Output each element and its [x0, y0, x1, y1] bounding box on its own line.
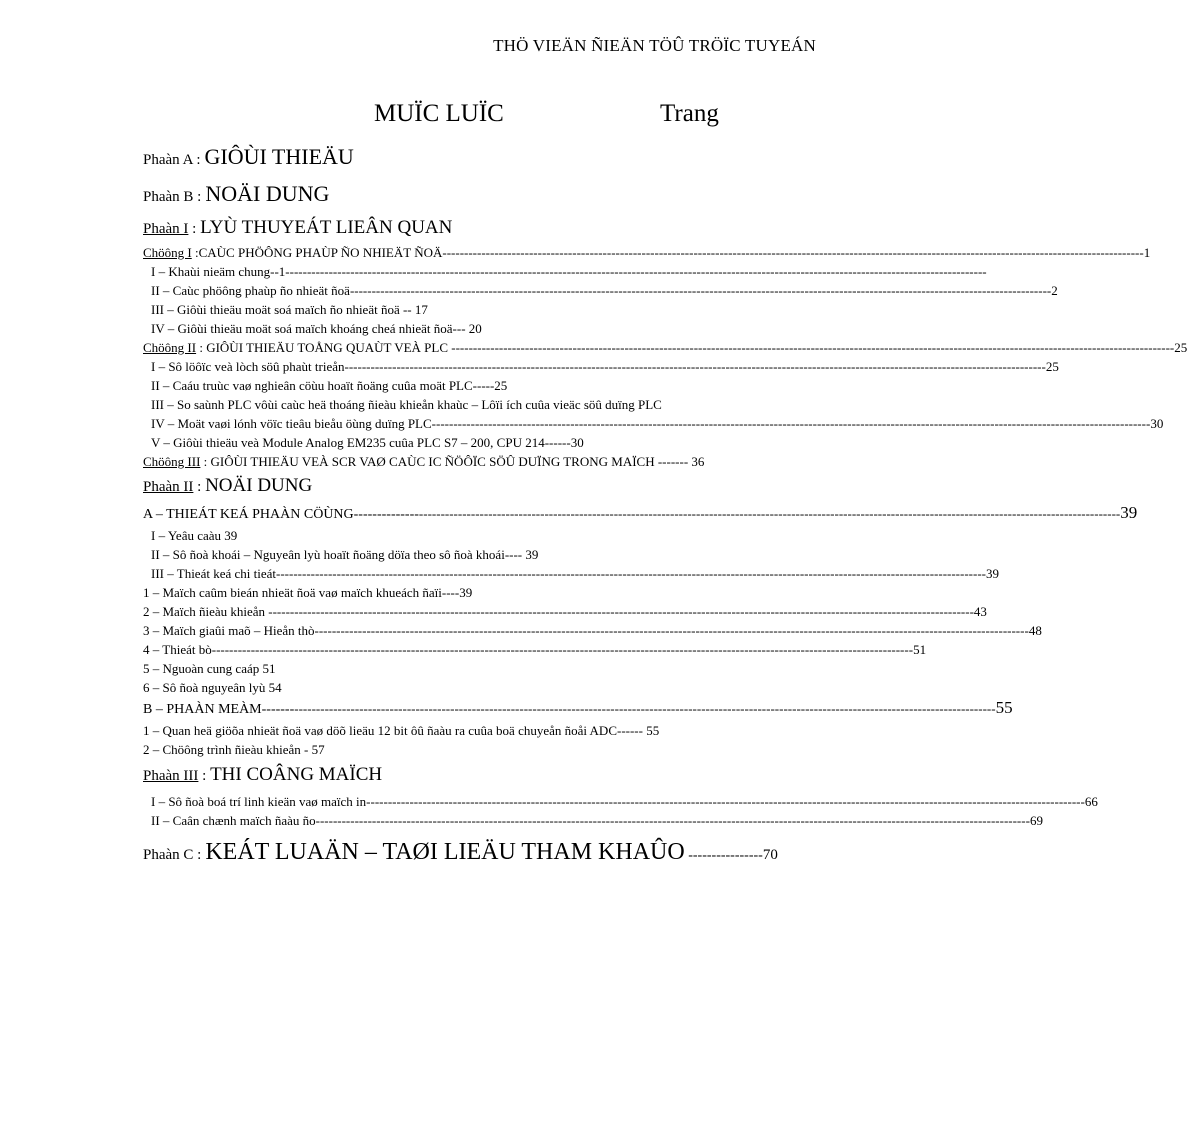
toc-page-number: 25	[1045, 359, 1059, 374]
chapter-title: : GIÔÙI THIEÄU VEÀ SCR VAØ CAÙC IC ÑÖÔÏC SÖÛ DUÏNG TRONG MAÏCH ------- 36	[200, 454, 705, 469]
chapter-prefix: Chöông III	[143, 454, 201, 469]
toc-entry	[143, 602, 987, 621]
part-title: KEÁT LUAÄN – TAØI LIEÄU THAM KHAÛO	[205, 839, 685, 865]
toc-page-number: 55	[995, 698, 1013, 717]
dot-leader: ------------------------------------------------------------------------------------------------------------------------------------------------------------------	[211, 642, 914, 657]
toc-entry	[143, 414, 1164, 433]
toc-page-number: 39	[986, 566, 999, 581]
toc-entry-text: 2 – Chöông trình ñieàu khieån - 57	[143, 742, 325, 757]
toc-entry-section-b	[143, 697, 1013, 721]
page-title: MUÏC LUÏC	[374, 100, 504, 127]
page-header: THÖ VIEÄN ÑIEÄN TÖÛ TRÖÏC TUYEÁN	[493, 36, 816, 55]
toc-entry-text: A – THIEÁT KEÁ PHAÀN CÖÙNG--------------	[143, 507, 419, 522]
part-prefix: Phaàn III	[143, 768, 199, 784]
toc-page-number: 51	[913, 642, 927, 657]
toc-entry-text: III – Giôùi thieäu moät soá maïch ño nhieät ñoä -- 17	[151, 302, 428, 317]
toc-page-number: 2	[1051, 283, 1058, 298]
dot-leader: ------------------------------------------------------------------------------------------------------------------------------------------------------------------	[272, 604, 974, 619]
part-title: GIÔÙI THIEÄU	[204, 144, 354, 169]
toc-entry-section-a	[143, 502, 1138, 526]
toc-entry-text: I – Sô löôïc veà lòch söû phaùt trieån	[151, 359, 345, 374]
toc-entry-text	[143, 243, 442, 262]
chapter-title: :CAÙC PHÖÔNG PHAÙP ÑO NHIEÄT ÑOÄ	[191, 245, 443, 260]
table-of-contents	[143, 140, 1187, 874]
chapter-prefix: Chöông I	[143, 245, 192, 260]
title-row	[0, 100, 816, 134]
part-ii-heading	[143, 471, 743, 502]
toc-entry-text	[143, 338, 473, 357]
toc-entry	[143, 792, 1098, 811]
part-i-heading	[143, 214, 743, 243]
chapter-title: : GIÔÙI THIEÄU TOÅNG QUAÙT VEÀ PLC -----	[196, 340, 473, 355]
part-separator: :	[198, 768, 211, 784]
part-prefix: Phaàn B :	[143, 189, 202, 205]
toc-entry	[143, 659, 743, 678]
dot-leader: ------------------------------------------------------------------------------------------------------------------------------------------------------------------	[349, 283, 1052, 298]
toc-entry	[143, 433, 743, 452]
toc-entry-text: I – Yeâu caàu 39	[151, 528, 238, 543]
toc-entry-text: B – PHAÀN MEÀM-------	[143, 702, 295, 717]
toc-entry-text: II – Caáu truùc vaø nghieân cöùu hoaït ñoäng cuûa moät PLC-----25	[151, 378, 508, 393]
part-c-heading	[143, 834, 778, 874]
toc-entry	[143, 740, 743, 759]
part-title: THI COÂNG MAÏCH	[210, 764, 383, 785]
toc-entry-text: II – Sô ñoà khoái – Nguyeân lyù hoaït ñoäng döïa theo sô ñoà khoái---- 39	[151, 547, 539, 562]
toc-entry-chapter-3	[143, 452, 743, 471]
part-title: NOÄI DUNG	[205, 475, 313, 496]
toc-page-number: 25	[1174, 340, 1187, 355]
toc-entry-text: 1 – Quan heä giöõa nhieät ñoä vaø döõ lieäu 12 bit ôû ñaàu ra cuûa boä chuyeån ñoåi ADC------ 55	[143, 723, 660, 738]
dot-leader: ------------------------------------------------------------------------------------------------------------------------------------------------------------------	[472, 340, 1175, 355]
toc-page-number: 48	[1028, 623, 1042, 638]
toc-entry-text: I – Sô ñoà boá trí linh kieän vaø maïch in----	[151, 794, 384, 809]
dot-leader: ------------------------------------------------------------------------------------------------------------------------------------------------------------------	[448, 416, 1151, 431]
toc-entry-text: II – Caân chænh maïch ñaàu ño---	[151, 813, 329, 828]
toc-entry-text: IV – Moät vaøi lónh vöïc tieâu bieåu öùng duïng PLC----	[151, 416, 449, 431]
dot-leader: ------------------------------------------------------------------------------------------------------------------------------------------------------------------	[344, 359, 1046, 374]
toc-entry-text	[143, 834, 763, 874]
toc-entry	[143, 526, 743, 545]
part-prefix: Phaàn II	[143, 479, 194, 495]
toc-entry	[143, 262, 987, 281]
dot-leader: ------------------------------------------------------------------------------------------------------------------------------------------------------------------	[383, 794, 1085, 809]
dot-leader: ------------------------------------------------------------------------------------------------------------------------------------------------------------------	[285, 264, 987, 279]
chapter-prefix: Chöông II	[143, 340, 197, 355]
part-iii-heading	[143, 759, 743, 792]
toc-entry	[143, 545, 743, 564]
dash-leader: ----------------	[684, 848, 763, 863]
part-separator: :	[188, 221, 201, 237]
toc-entry-text	[143, 452, 704, 471]
dot-leader: ------------------------------------------------------------------------------------------------------------------------------------------------------------------	[328, 813, 1030, 828]
toc-entry-text: 6 – Sô ñoà nguyeân lyù 54	[143, 680, 282, 695]
toc-entry-text: II – Caùc phöông phaùp ño nhieät ñoä	[151, 283, 350, 298]
toc-entry	[143, 395, 743, 414]
toc-entry-text: III – Thieát keá chi tieát--	[151, 566, 285, 581]
part-b-heading	[143, 177, 743, 214]
part-prefix: Phaàn A :	[143, 152, 201, 168]
toc-entry-text: IV – Giôùi thieäu moät soá maïch khoáng cheá nhieät ñoä--- 20	[151, 321, 482, 336]
toc-entry	[143, 621, 1042, 640]
toc-page-number: 69	[1029, 813, 1043, 828]
part-a-heading	[143, 140, 743, 177]
part-prefix: Phaàn I	[143, 221, 189, 237]
toc-entry	[143, 357, 1059, 376]
part-title: NOÄI DUNG	[205, 181, 330, 206]
part-prefix: Phaàn C :	[143, 847, 202, 863]
toc-entry	[143, 811, 1043, 830]
toc-entry	[143, 376, 743, 395]
toc-entry-chapter-1	[143, 243, 1151, 262]
toc-entry-text: 1 – Maïch caûm bieán nhieät ñoä vaø maïch khueách ñaïi----39	[143, 585, 473, 600]
part-title: LYÙ THUYEÁT LIEÂN QUAN	[200, 217, 453, 238]
toc-page-number: 66	[1084, 794, 1098, 809]
toc-page-number: 70	[762, 847, 778, 863]
toc-page-number: 1	[1143, 245, 1151, 260]
toc-entry	[143, 281, 1058, 300]
toc-entry	[143, 564, 999, 583]
toc-entry-text: 2 – Maïch ñieàu khieån -	[143, 604, 273, 619]
dot-leader: ------------------------------------------------------------------------------------------------------------------------------------------------------------------	[418, 506, 1121, 521]
dot-leader: ------------------------------------------------------------------------------------------------------------------------------------------------------------------	[442, 245, 1144, 260]
toc-entry-text: 4 – Thieát bò	[143, 642, 212, 657]
toc-entry	[143, 319, 743, 338]
toc-entry-text: 3 – Maïch giaûi maõ – Hieån thò---	[143, 623, 328, 638]
toc-entry-chapter-2	[143, 338, 1187, 357]
toc-entry-text: III – So saùnh PLC vôùi caùc heä thoáng ñieàu khieån khaùc – Lôïi ích cuûa vieäc söû duïng PLC	[151, 397, 662, 412]
toc-entry	[143, 583, 743, 602]
dot-leader: ------------------------------------------------------------------------------------------------------------------------------------------------------------------	[294, 701, 996, 716]
toc-entry-text: 5 – Nguoàn cung caáp 51	[143, 661, 276, 676]
toc-page-number: 43	[973, 604, 987, 619]
toc-entry	[143, 300, 743, 319]
page-column-label: Trang	[660, 100, 719, 127]
dot-leader: ------------------------------------------------------------------------------------------------------------------------------------------------------------------	[327, 623, 1029, 638]
toc-entry-text: V – Giôùi thieäu veà Module Analog EM235 cuûa PLC S7 – 200, CPU 214------30	[151, 435, 584, 450]
toc-page-number: 39	[1120, 503, 1138, 522]
toc-page-number: 30	[1150, 416, 1164, 431]
dot-leader: ------------------------------------------------------------------------------------------------------------------------------------------------------------------	[284, 566, 986, 581]
part-separator: :	[193, 479, 206, 495]
toc-entry	[143, 640, 927, 659]
toc-entry	[143, 721, 743, 740]
toc-entry	[143, 678, 743, 697]
toc-entry-text: I – Khaùi nieäm chung--1	[151, 264, 286, 279]
